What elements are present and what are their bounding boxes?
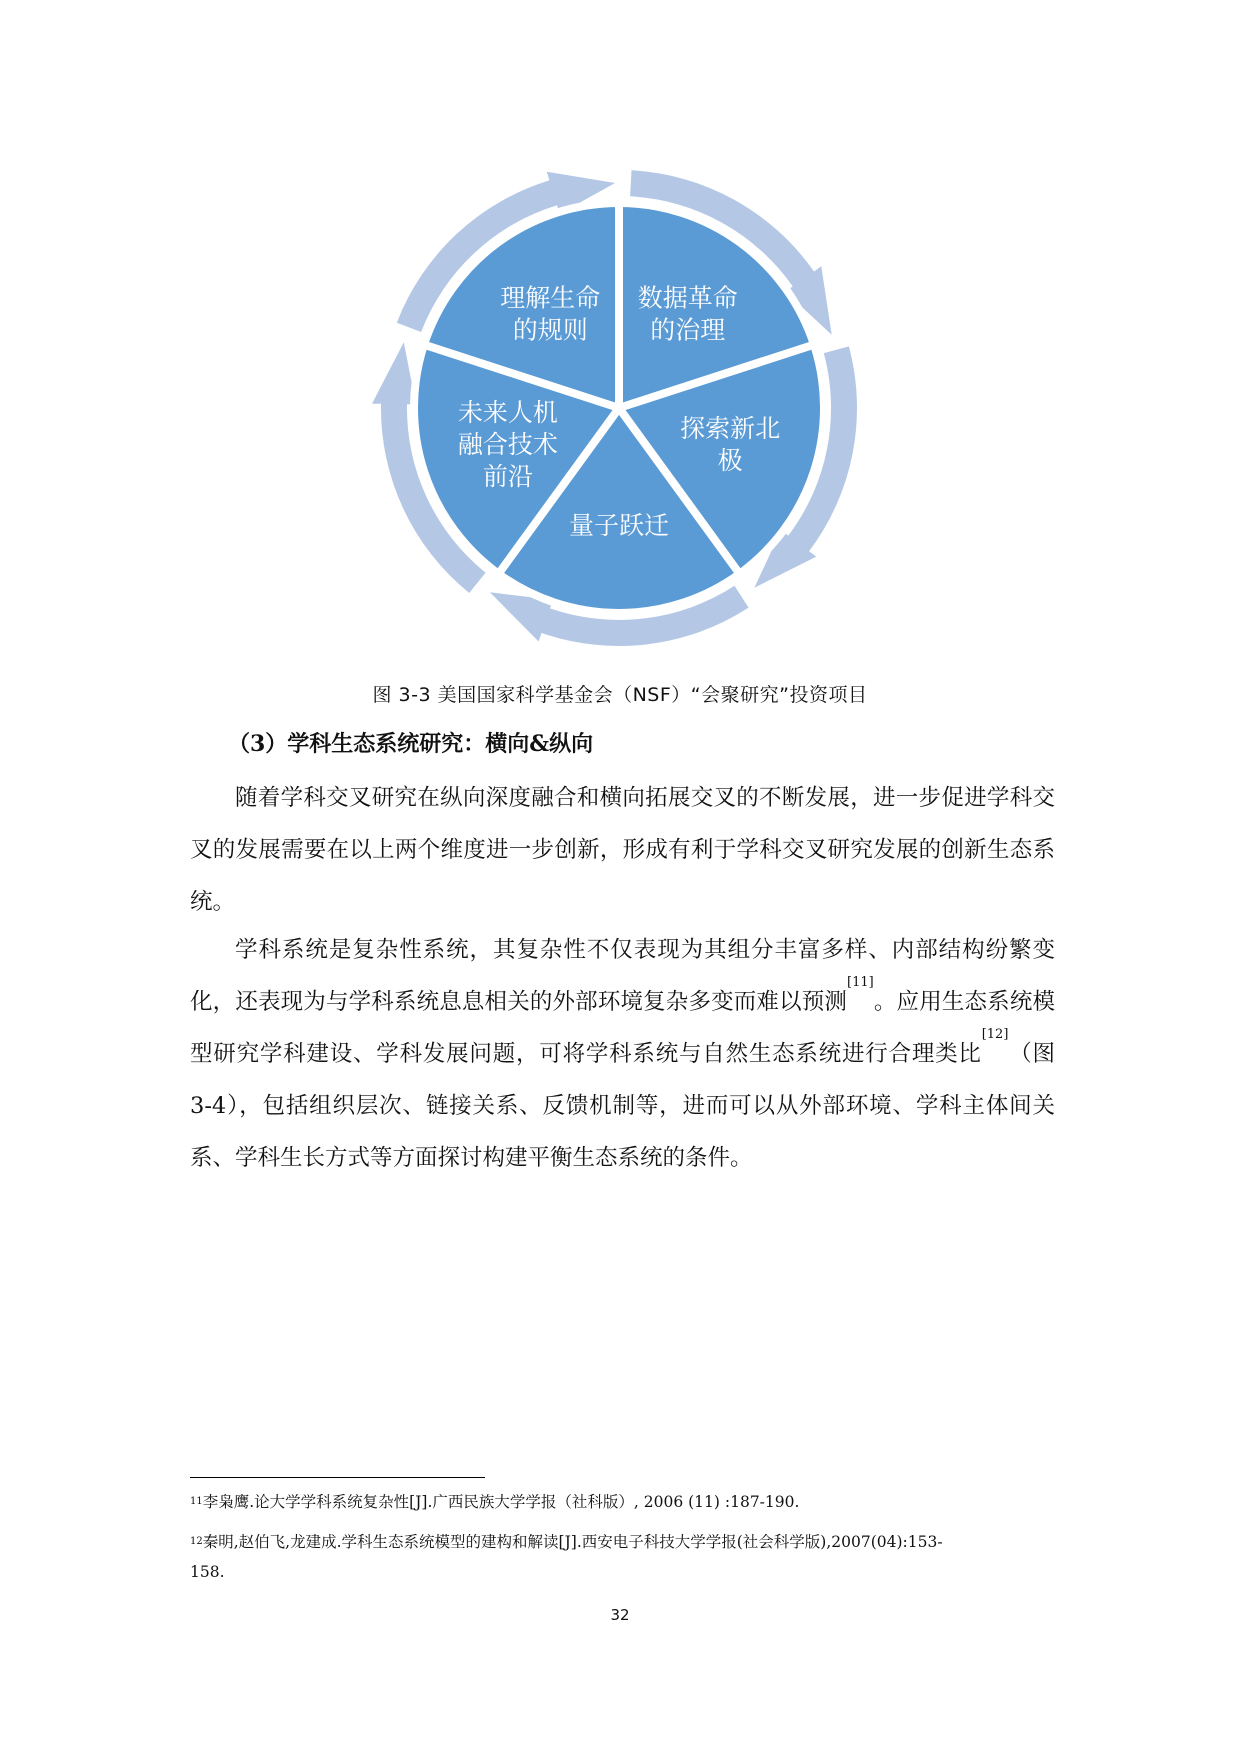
- page-number: 32: [610, 1606, 630, 1624]
- footnote-text: 李枭鹰.论大学学科系统复杂性[J].广西民族大学学报（社科版）, 2006 (11) :187-190.: [202, 1493, 800, 1511]
- section-heading: （3）学科生态系统研究：横向&纵向: [228, 731, 594, 757]
- segment-1-label-line-2: 的规则: [512, 315, 588, 345]
- paragraph-1: 随着学科交叉研究在纵向深度融合和横向拓展交叉的不断发展，进一步促进学科交叉的发展需要在以上两个维度进一步创新，形成有利于学科交叉研究发展的创新生态系统。: [190, 785, 1055, 915]
- segment-5-label-line-1: 未来人机: [457, 398, 558, 428]
- footnote-number: 11: [190, 1496, 203, 1507]
- footnote-12: [190, 1527, 950, 1587]
- paragraph-2-part-3: （图 3-4），包括组织层次、链接关系、反馈机制等，进而可以从外部环境、学科主体间关系、学科生长方式等方面探讨构建平衡生态系统的条件。: [190, 1041, 1055, 1171]
- footnote-number: 12: [190, 1536, 203, 1547]
- footnote-text: 秦明,赵伯飞,龙建成.学科生态系统模型的建构和解读[J].西安电子科技大学学报(社会科学版),2007(04):153-158.: [190, 1533, 943, 1581]
- figure-caption: 图 3-3 美国国家科学基金会（NSF）“会聚研究”投资项目: [372, 684, 868, 706]
- segment-4-label-line-1: 量子跃迁: [568, 510, 670, 540]
- segment-5-label-line-3: 前沿: [482, 462, 533, 492]
- citation-11: [11]: [847, 975, 874, 990]
- footnote-11: [190, 1487, 950, 1517]
- segment-2-label-line-1: 数据革命: [637, 283, 738, 313]
- paragraph-2: [190, 924, 1055, 1184]
- segment-3-label-line-1: 探索新北: [680, 414, 781, 444]
- footnote-separator: [190, 1477, 485, 1478]
- paragraph-2-part-1: 学科系统是复杂性系统，其复杂性不仅表现为其组分丰富多样、内部结构纷繁变化，还表现为与学科系统息息相关的外部环境复杂多变而难以预测: [190, 937, 1055, 1015]
- segment-3-label-line-2: 极: [717, 446, 743, 476]
- nsf-cycle-diagram: [0, 0, 1240, 660]
- citation-12: [12]: [981, 1027, 1009, 1042]
- segment-1-label-line-1: 理解生命: [500, 283, 601, 313]
- segment-2-label-line-2: 的治理: [650, 315, 726, 345]
- paragraph-2-part-2: 。应用生态系统模型研究学科建设、学科发展问题，可将学科系统与自然生态系统进行合理类比: [190, 989, 1055, 1067]
- segment-5-label-line-2: 融合技术: [457, 430, 558, 460]
